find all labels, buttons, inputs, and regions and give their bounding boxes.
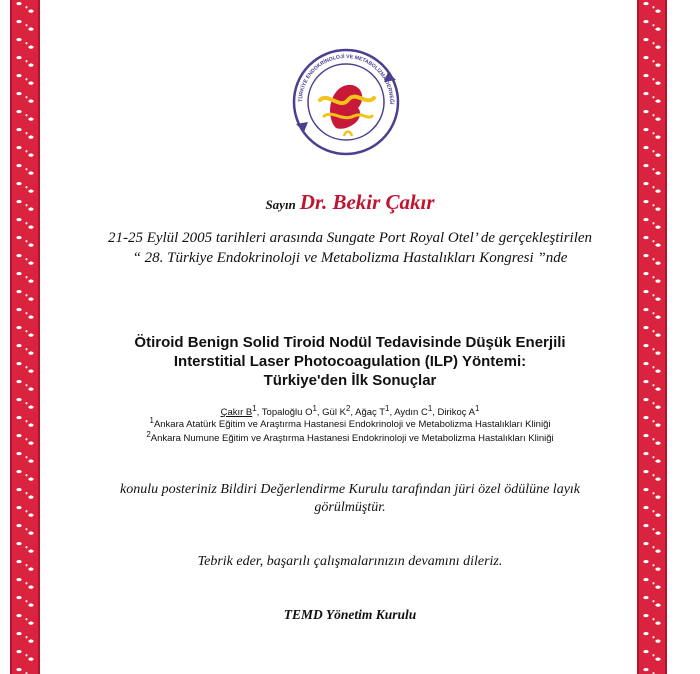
affiliation-2-sup: 2 — [146, 430, 151, 439]
first-author-sup: 1 — [252, 404, 257, 413]
poster-title-line-1: Ötiroid Benign Solid Tiroid Nodül Tedavisinde Düşük Enerjili — [134, 334, 566, 351]
award-line-2: görülmüştür. — [314, 500, 386, 515]
right-decorative-border — [637, 0, 667, 674]
authors-line: Çakır $B^1$, Topaloğlu $O^1$, Gül $K^2$, Ağaç $T^1$, Aydın $C^1$, Dirikoç $A^1$ — [220, 404, 480, 419]
author-name: Dirikoç A — [437, 407, 476, 419]
author-sup: 1 — [312, 404, 317, 413]
recipient-name: Dr. Bekir Çakır — [299, 190, 435, 214]
congratulations-text: Tebrik eder, başarılı çalışmalarınızın devamını dileriz. — [197, 554, 503, 569]
logo-ring-text: TÜRKİYE ENDOKRİNOLOJİ VE METABOLİZMA DERNEĞİ — [297, 53, 395, 105]
affiliation-2-text: Ankara Numune Eğitim ve Araştırma Hastanesi Endokrinoloji ve Metabolizma Hastalıkları Kliniği — [150, 433, 554, 445]
author-name: Ağaç T — [355, 407, 386, 419]
salutation — [60, 190, 640, 215]
signature: TEMD Yönetim Kurulu — [283, 607, 417, 622]
poster-title-line-3: Türkiye'den İlk Sonuçlar — [263, 372, 437, 389]
salutation-prefix: Sayın — [265, 197, 296, 212]
affiliation-2 — [60, 430, 640, 444]
temd-congress-logo-icon — [284, 40, 408, 164]
affiliation-1 — [60, 416, 640, 430]
author-name: Gül K — [322, 407, 346, 419]
event-line-2: “ 28. Türkiye Endokrinoloji ve Metabolizma Hastalıkları Kongresi ”nde — [132, 250, 568, 266]
author-sup: 1 — [385, 404, 390, 413]
author-name: Aydın C — [394, 407, 428, 419]
affiliation-1-text: Ankara Atatürk Eğitim ve Araştırma Hastanesi Endokrinoloji ve Metabolizma Hastalıkları Kliniği — [153, 419, 551, 431]
first-author: Çakır B — [220, 407, 253, 419]
author-sup: 1 — [427, 404, 433, 413]
event-line-1: 21-25 Eylül 2005 tarihleri arasında Sungate Port Royal Otel’ de gerçekleştirilen — [107, 230, 593, 246]
poster-title-line-2: Interstitial Laser Photocoagulation (ILP) Yöntemi: — [173, 353, 527, 370]
author-sup: 1 — [475, 404, 480, 413]
award-line-1: konulu posteriniz Bildiri Değerlendirme Kurulu tarafından jüri özel ödülüne layık — [119, 482, 581, 497]
affiliation-1-sup: 1 — [149, 416, 154, 425]
author-sup: 2 — [345, 404, 351, 413]
author-name: Topaloğlu O — [261, 407, 313, 419]
left-decorative-border — [10, 0, 40, 674]
